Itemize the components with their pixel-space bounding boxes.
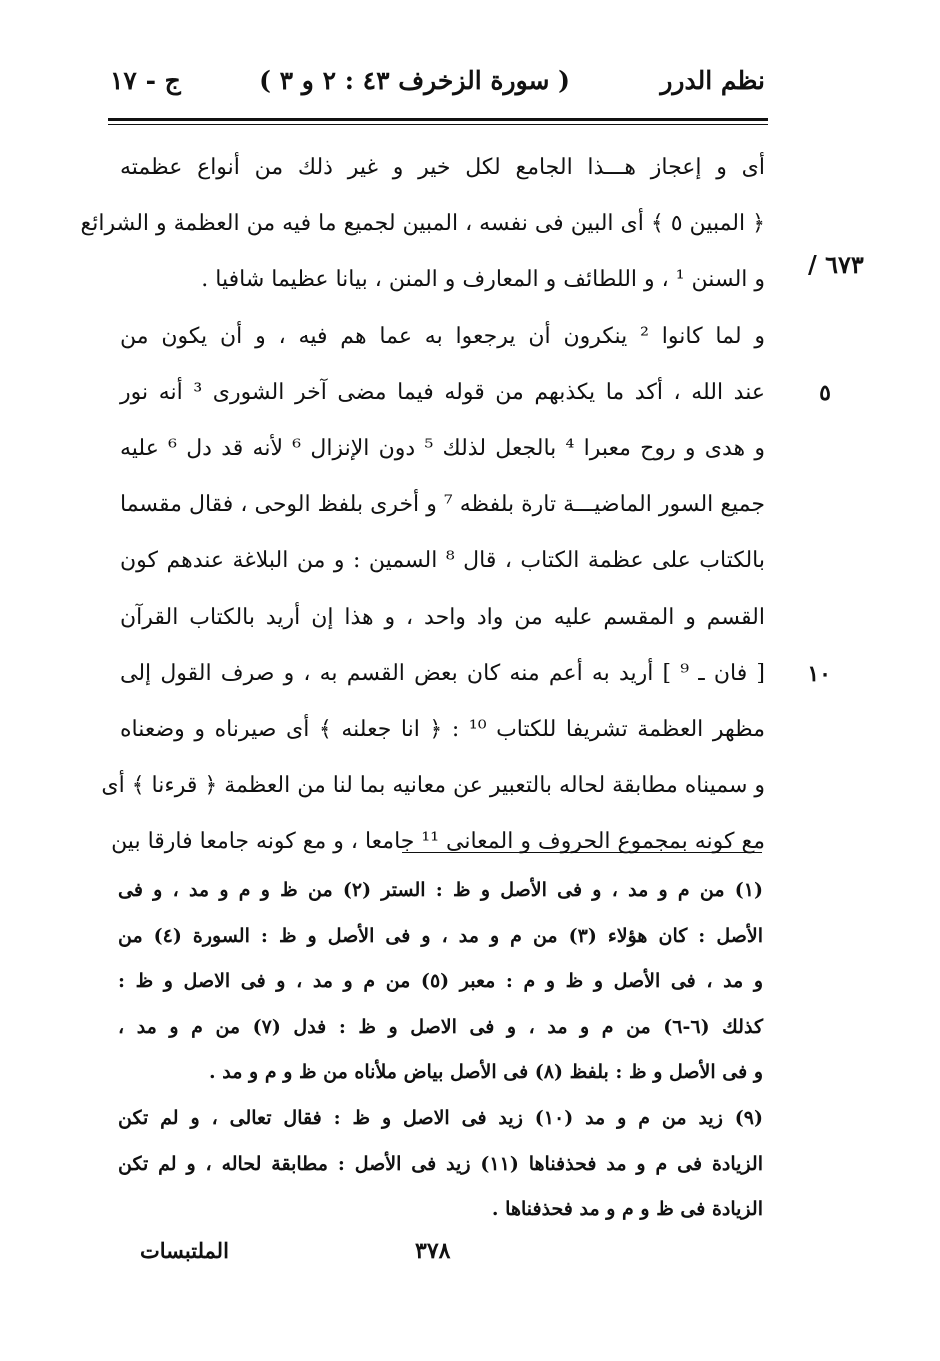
header-rule-thick <box>108 118 768 121</box>
text-line-content: أى و إعجاز هـــذا الجامع لكل خير و غير ذلك من أنواع عظمته <box>120 155 765 180</box>
text-line-content: مع كونه بمجموع الحروف و المعانى ¹¹ جامعا ، و مع كونه جامعا فارقا بين <box>111 829 765 855</box>
footnotes <box>118 868 763 1233</box>
text-line <box>120 252 765 308</box>
text-line <box>120 646 831 702</box>
text-line-content: جميع السور الماضيـــة تارة بلفظه ⁷ و أخرى بلفظ الوحى ، فقال مقسما <box>120 492 765 518</box>
line-number: ١٠ <box>807 660 831 687</box>
footnote-line: (٩) زيد من م و مد (١٠) زيد فى الاصل و ظ : فقال تعالى ، و لم تكن <box>118 1106 763 1129</box>
text-line <box>120 702 765 758</box>
text-line <box>120 421 765 477</box>
text-line-content: و سميناه مطابقة لحاله بالتعبير عن معانيه بما لنا من العظمة ﴿ قرءنا ﴾ أى <box>101 773 765 799</box>
surah-reference: ( سورة الزخرف ٤٣ : ٢ و ٣ ) <box>259 66 570 95</box>
margin-page-reference: ٦٧٣ / <box>808 250 864 279</box>
main-text <box>80 140 831 870</box>
text-line <box>120 365 831 421</box>
header-rule-thin <box>108 124 768 125</box>
footnote-line: الأصل : كان هؤلاء (٣) من م و مد ، و فى الأصل و ظ : السورة (٤) من <box>118 924 763 947</box>
text-line-content: [ فان ـ ⁹ ] أريد به أعم منه كان بعض القسم به ، و صرف القول إلى <box>120 660 765 686</box>
publisher-mark: الملتبسات <box>140 1238 229 1263</box>
text-line <box>101 758 765 814</box>
text-line-content: عند الله ، أكد ما يكذبهم من قوله فيما مضى آخر الشورى ³ أنه نور <box>120 379 765 405</box>
footnote-line: كذلك (٦-٦) من م و مد ، و فى الاصل و ظ : فدل (٧) من م و مد ، <box>118 1015 763 1038</box>
text-line <box>120 309 765 365</box>
footnote-line: (١) من م و مد ، و فى الأصل و ظ : الستر (٢) من ظ و م و مد ، و فى <box>118 879 763 901</box>
text-line-content: و لما كانوا ² ينكرون أن يرجعوا به عما هم فيه ، و أن يكون من <box>120 323 765 349</box>
text-line <box>111 814 765 870</box>
footnote-separator <box>402 852 762 853</box>
text-line-content: و هدى و روح معبرا ⁴ بالجعل لذلك ⁵ دون الإنزال ⁶ لأنه قد دل ⁶ عليه <box>120 435 765 461</box>
book-title: نظم الدرر <box>660 66 765 95</box>
text-line <box>120 533 765 589</box>
volume-number: ج - ١٧ <box>110 66 181 95</box>
text-line <box>120 477 765 533</box>
text-line-content: القسم و المقسم عليه من واد واحد ، و هذا إن أريد بالكتاب القرآن <box>120 604 765 630</box>
text-line <box>120 590 765 646</box>
running-header <box>110 66 765 106</box>
line-number: ٥ <box>819 379 831 406</box>
text-line-content: ﴿ المبين ٥ ﴾ أى البين فى نفسه ، المبين لجميع ما فيه من العظمة و الشرائع <box>80 211 765 237</box>
footnote-line: الزيادة فى م و مد فحذفناها (١١) زيد فى الأصل : مطابقة لحاله ، و لم تكن <box>118 1152 764 1175</box>
footnote-line: و مد ، فى الأصل و ظ و م : معبر (٥) من م و مد ، و فى الاصل و ظ : <box>118 970 764 993</box>
page-number: ٣٧٨ <box>415 1238 451 1264</box>
text-line-content: و السنن ¹ ، و اللطائف و المعارف و المنن ، بيانا عظيما شافيا . <box>201 267 765 293</box>
text-line <box>80 196 765 252</box>
text-line-content: بالكتاب على عظمة الكتاب ، قال ⁸ السمين : و من البلاغة عندهم كون <box>120 548 766 574</box>
footnote-line: الزيادة فى ظ و م و مد فحذفناها . <box>491 1198 763 1221</box>
text-line <box>120 140 765 196</box>
text-line-content: مظهر العظمة تشريفا للكتاب ¹⁰ : ﴿ انا جعلنه ﴾ أى صيرناه و وضعناه <box>120 716 765 742</box>
footnote-line: و فى الأصل و ظ : بلفظ (٨) فى الأصل بياض ملأناه من ظ و م و مد . <box>209 1061 763 1084</box>
